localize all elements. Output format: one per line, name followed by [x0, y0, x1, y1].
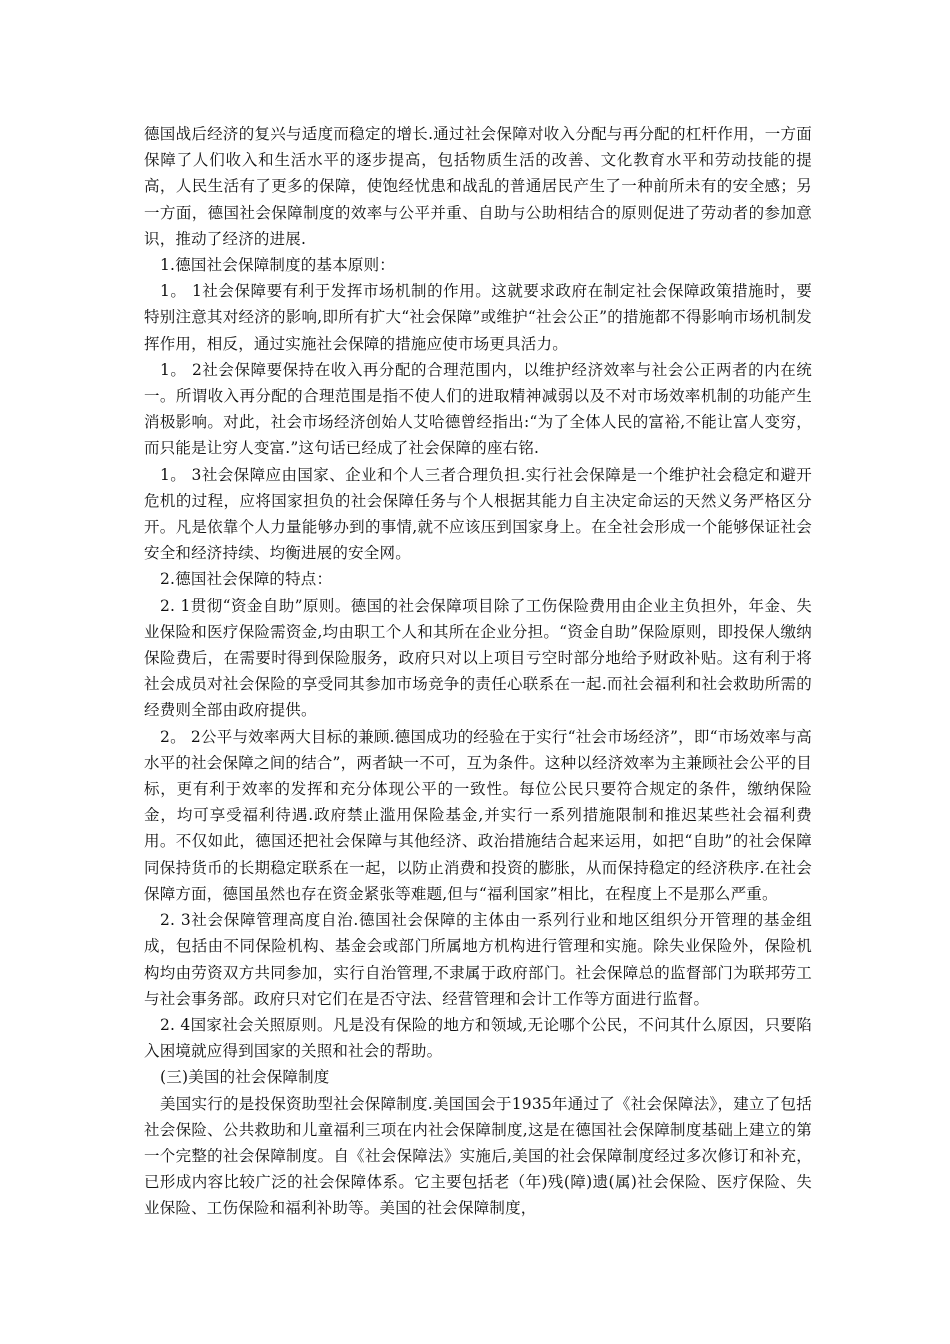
paragraph-feature-2-3: 2. 3社会保障管理高度自治.德国社会保障的主体由一系列行业和地区组织分开管理的基金组成，包括由不同保险机构、基金会或部门所属地方机构进行管理和实施。除失业保险外，保险机构均由劳资双方共同参加，实行自治管理,不隶属于政府部门。社会保障总的监督部门为联邦劳工与社会事务部。政府只对它们在是否守法、经营管理和会计工作等方面进行监督。	[144, 911, 812, 1008]
heading-usa-social-security: (三)美国的社会保障制度	[160, 1068, 330, 1087]
paragraph-feature-2-4: 2. 4国家社会关照原则。凡是没有保险的地方和领域,无论哪个公民，不问其什么原因，只要陷入困境就应得到国家的关照和社会的帮助。	[144, 1015, 812, 1061]
paragraph-germany-economy: 德国战后经济的复兴与适度而稳定的增长.通过社会保障对收入分配与再分配的杠杆作用，一方面保障了人们收入和生活水平的逐步提高，包括物质生活的改善、文化教育水平和劳动技能的提高，人民生活有了更多的保障，使饱经忧患和战乱的普通居民产生了一种前所未有的安全感；另一方面，德国社会保障制度的效率与公平并重、自助与公助相结合的原则促进了劳动者的参加意识，推动了经济的进展.	[144, 125, 812, 248]
document-page	[144, 121, 812, 1222]
paragraph-usa-system: 美国实行的是投保资助型社会保障制度.美国国会于1935年通过了《社会保障法》，建立了包括社会保险、公共救助和儿童福利三项在内社会保障制度,这是在德国社会保障制度基础上建立的第一个完整的社会保障制度。自《社会保障法》实施后,美国的社会保障制度经过多次修订和补充，已形成内容比较广泛的社会保障体系。它主要包括老（年)残(障)遗(属)社会保险、医疗保险、失业保险、工伤保险和福利补助等。美国的社会保障制度，	[144, 1094, 812, 1218]
paragraph-principle-1-1: 1。 1社会保障要有利于发挥市场机制的作用。这就要求政府在制定社会保障政策措施时，要特别注意其对经济的影响,即所有扩大“社会保障”或维护“社会公正”的措施都不得影响市场机制发挥作用，相反，通过实施社会保障的措施应使市场更具活力。	[144, 282, 812, 353]
paragraph-feature-2-2: 2。 2公平与效率两大目标的兼顾.德国成功的经验在于实行“社会市场经济”，即“市场效率与高水平的社会保障之间的结合”，两者缺一不可，互为条件。这种以经济效率为主兼顾社会公平的目标，更有利于效率的发挥和充分体现公平的一致性。每位公民只要符合规定的条件，缴纳保险金，均可享受福利待遇.政府禁止滥用保险基金,并实行一系列措施限制和推迟某些社会福利费用。不仅如此，德国还把社会保障与其他经济、政治措施结合起来运用，如把“自助”的社会保障同保持货币的长期稳定联系在一起，以防止消费和投资的膨胀，从而保持稳定的经济秩序.在社会保障方面，德国虽然也存在资金紧张等难题,但与“福利国家”相比，在程度上不是那么严重。	[144, 727, 812, 903]
paragraph-principle-1-3: 1。 3社会保障应由国家、企业和个人三者合理负担.实行社会保障是一个维护社会稳定和避开危机的过程，应将国家担负的社会保障任务与个人根据其能力自主决定命运的天然义务严格区分开。凡是依靠个人力量能够办到的事情,就不应该压到国家身上。在全社会形成一个能够保证社会安全和经济持续、均衡进展的安全网。	[144, 465, 812, 563]
paragraph-principle-1-2: 1。 2社会保障要保持在收入再分配的合理范围内，以维护经济效率与社会公正两者的内在统一。所谓收入再分配的合理范围是指不使人们的进取精神减弱以及不对市场效率机制的功能产生消极影响。对此，社会市场经济创始人艾哈德曾经指出:“为了全体人民的富裕,不能让富人变穷，而只能是让穷人变富.”这句话已经成了社会保障的座右铭.	[144, 360, 812, 458]
paragraph-feature-2-1: 2. 1贯彻“资金自助”原则。德国的社会保障项目除了工伤保险费用由企业主负担外，年金、失业保险和医疗保险需资金,均由职工个人和其所在企业分担。“资金自助”保险原则，即投保人缴纳保险费后，在需要时得到保险服务，政府只对以上项目亏空时部分地给予财政补贴。这有利于将社会成员对社会保险的享受同其参加市场竞争的责任心联系在一起.而社会福利和社会救助所需的经费则全部由政府提供。	[144, 596, 812, 720]
heading-germany-principles: 1.德国社会保障制度的基本原则：	[160, 256, 395, 275]
heading-germany-features: 2.德国社会保障的特点：	[160, 570, 333, 589]
